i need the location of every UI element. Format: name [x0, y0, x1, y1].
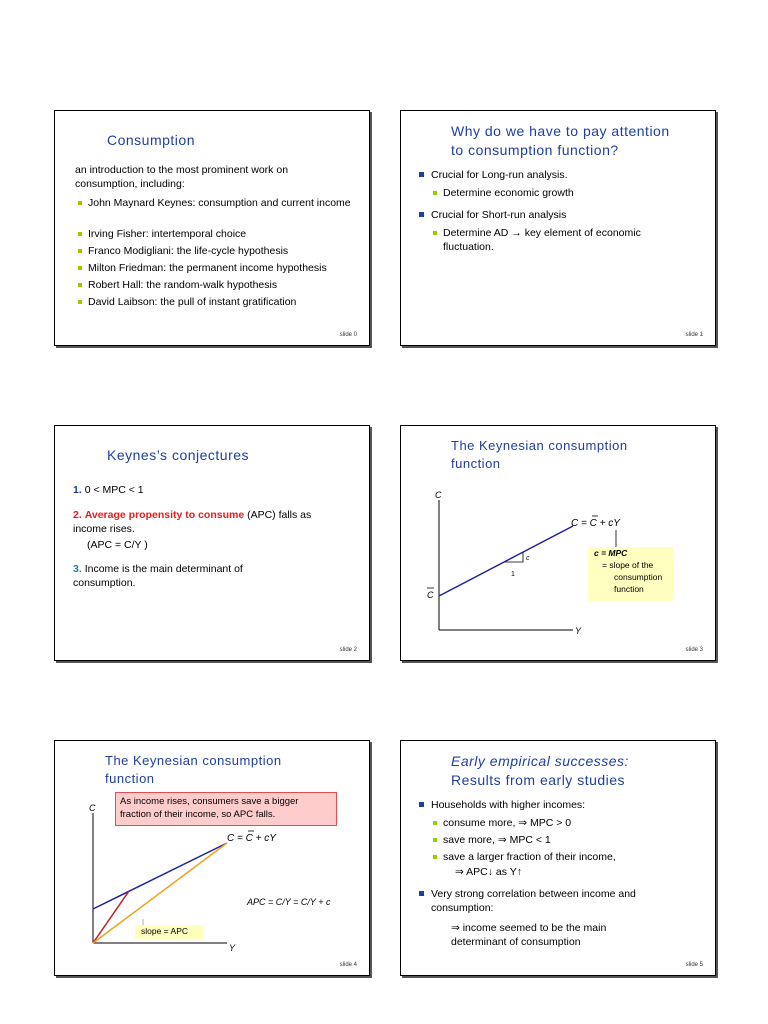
tri-c-label: c	[526, 555, 530, 562]
bullet-icon	[419, 212, 424, 217]
y-axis-label: Y	[575, 626, 582, 636]
bullet-icon	[419, 891, 424, 896]
slide-number: slide 2	[339, 647, 357, 653]
consumption-line	[93, 843, 227, 909]
list-item: Robert Hall: the random-walk hypothesis	[88, 278, 358, 292]
slide-title: Keynes’s conjectures	[107, 447, 250, 463]
slide-title-line2: Results from early studies	[451, 772, 626, 788]
slide-number: slide 1	[685, 332, 703, 338]
sub-list-item: Determine AD → key element of economic fluctuation.	[443, 226, 683, 254]
slide-4	[54, 740, 370, 976]
intro-text: an introduction to the most prominent work on consumption, including:	[75, 164, 289, 190]
list-item: Franco Modigliani: the life-cycle hypothesis	[88, 244, 358, 258]
list-item: Milton Friedman: the permanent income hypothesis	[88, 261, 358, 275]
slide-title-line1: Early empirical successes:	[451, 753, 629, 769]
ray-red	[93, 891, 129, 943]
consumption-function-graph	[401, 426, 717, 662]
slide-number: slide 3	[685, 647, 703, 653]
list-item: Very strong correlation between income and consumption:	[431, 887, 701, 915]
bullet-icon	[78, 266, 82, 270]
bullet-icon	[433, 838, 437, 842]
slide-number: slide 4	[339, 962, 357, 968]
slope-label: slope = APC	[135, 925, 203, 939]
list-item: Irving Fisher: intertemporal choice	[88, 227, 358, 241]
correlation-note: ⇒ income seemed to be the main determinant of consumption	[451, 922, 607, 948]
apc-formula: (APC = C/Y )	[87, 539, 148, 551]
apc-graph	[55, 741, 371, 977]
mpc-note: c = MPC = slope of the consumption function	[588, 547, 674, 601]
slide-title-line1: Why do we have to pay attention	[451, 123, 670, 139]
bullet-icon	[78, 201, 82, 205]
slide-title-line1: The Keynesian consumption	[105, 753, 282, 768]
sub-list-item: save a larger fraction of their income,	[443, 850, 693, 864]
slide-1	[400, 110, 716, 346]
equation: C = C + cY	[571, 518, 620, 529]
bullet-icon	[433, 821, 437, 825]
bullet-icon	[78, 283, 82, 287]
apc-formula: APC = C/Y = C/Y + c	[247, 897, 331, 907]
bullet-icon	[419, 802, 424, 807]
slide-0	[54, 110, 370, 346]
sub-list-item: consume more, ⇒ MPC > 0	[443, 816, 693, 830]
c-axis-label: C	[89, 803, 96, 813]
equation: C = C + cY	[227, 833, 276, 844]
list-item: John Maynard Keynes: consumption and current income	[88, 196, 358, 210]
slide-title-line2: to consumption function?	[451, 142, 619, 158]
list-item: Households with higher incomes:	[431, 798, 701, 812]
consumption-line	[439, 526, 573, 596]
slide-3	[400, 425, 716, 661]
c-axis-label: C	[435, 490, 442, 500]
sub-list-item: save more, ⇒ MPC < 1	[443, 833, 693, 847]
conjecture-1: 1. 0 < MPC < 1	[73, 484, 144, 496]
slide-number: slide 5	[685, 962, 703, 968]
slide-title-line2: function	[451, 456, 501, 471]
bullet-icon	[78, 232, 82, 236]
y-axis-label: Y	[229, 943, 236, 953]
slide-title: Consumption	[107, 132, 195, 148]
intercept-label: C	[427, 590, 434, 600]
slide-title-line2: function	[105, 771, 155, 786]
bullet-icon	[78, 300, 82, 304]
list-item: David Laibson: the pull of instant gratification	[88, 295, 358, 309]
slide-title-line1: The Keynesian consumption	[451, 438, 628, 453]
apc-result: ⇒ APC↓ as Y↑	[455, 866, 522, 878]
conjecture-2: 2. Average propensity to consume (APC) falls as income rises.	[73, 509, 312, 535]
list-item: Crucial for Short-run analysis	[431, 208, 701, 222]
note-box: As income rises, consumers save a bigger fraction of their income, so APC falls.	[115, 792, 337, 826]
bullet-icon	[433, 231, 437, 235]
slide-2	[54, 425, 370, 661]
bullet-icon	[419, 172, 424, 177]
tri-1-label: 1	[511, 571, 515, 578]
list-item: Crucial for Long-run analysis.	[431, 168, 701, 182]
conjecture-3: 3. Income is the main determinant of consumption.	[73, 563, 243, 589]
bullet-icon	[78, 249, 82, 253]
bullet-icon	[433, 855, 437, 859]
slide-number: slide 0	[339, 332, 357, 338]
sub-list-item: Determine economic growth	[443, 186, 693, 200]
slide-5	[400, 740, 716, 976]
bullet-icon	[433, 191, 437, 195]
